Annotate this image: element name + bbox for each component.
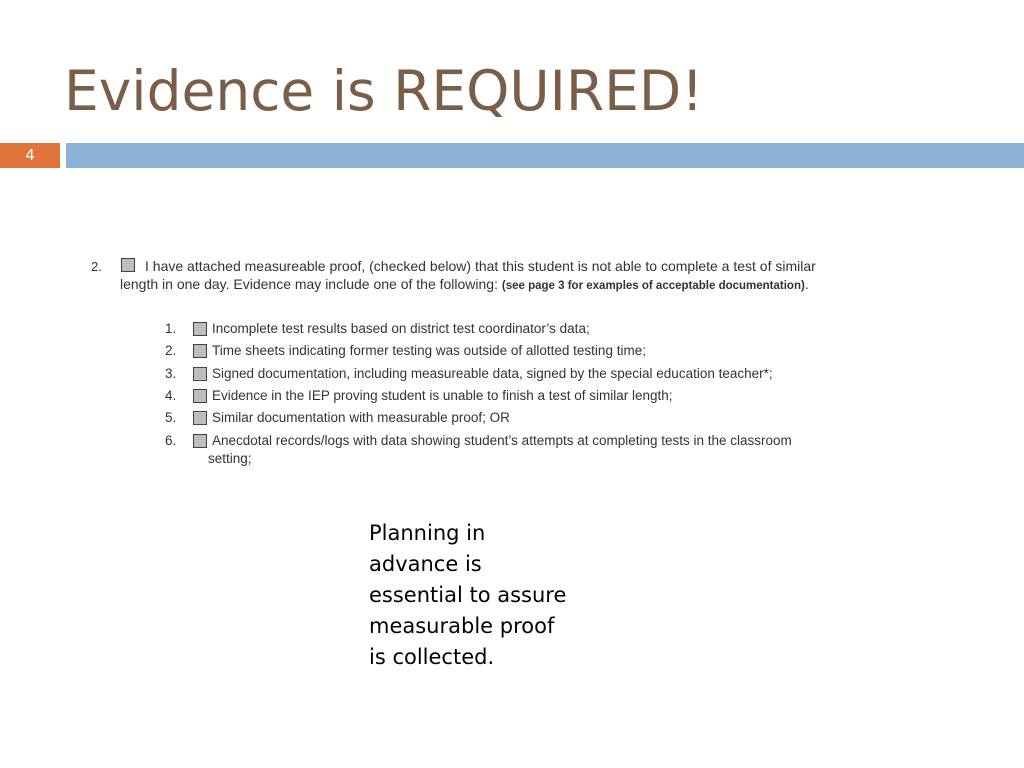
statement-line-2: length in one day. Evidence may include one of the following: (120, 276, 502, 292)
evidence-checkbox[interactable] (193, 367, 207, 381)
statement-line-1: I have attached measureable proof, (checked below) that this student is not able to complete a test of similar (145, 258, 816, 274)
evidence-item-number: 1. (165, 321, 177, 336)
evidence-item-text: Similar documentation with measurable proof; OR (212, 410, 510, 425)
evidence-item-number: 4. (165, 388, 177, 403)
evidence-checkbox[interactable] (193, 411, 207, 425)
evidence-item-number: 2. (165, 343, 177, 358)
evidence-item-text: Anecdotal records/logs with data showing student’s attempts at completing tests in the classroom (212, 433, 792, 448)
evidence-item (0, 409, 1024, 429)
callout-line-2: advance is (369, 552, 482, 576)
evidence-item (0, 320, 1024, 340)
evidence-item-text: Evidence in the IEP proving student is unable to finish a test of similar length; (212, 388, 673, 403)
evidence-item (0, 432, 1024, 472)
form-item-number: 2. (91, 259, 102, 274)
callout-line-5: is collected. (369, 645, 495, 669)
evidence-item-number: 3. (165, 366, 177, 381)
evidence-item (0, 365, 1024, 385)
evidence-checkbox[interactable] (193, 434, 207, 448)
evidence-item (0, 387, 1024, 407)
statement-end: . (804, 276, 809, 292)
evidence-item-number: 6. (165, 433, 177, 448)
evidence-item-text: Signed documentation, including measureable data, signed by the special education teacher*; (212, 366, 773, 381)
callout-line-4: measurable proof (369, 614, 555, 638)
evidence-checkbox[interactable] (193, 322, 207, 336)
evidence-item-number: 5. (165, 410, 177, 425)
attached-proof-statement (120, 257, 920, 295)
evidence-item-text: Time sheets indicating former testing was outside of allotted testing time; (212, 343, 646, 358)
slide-number-badge: 4 (0, 143, 60, 168)
evidence-item (0, 342, 1024, 362)
evidence-item-text-continued: setting; (208, 451, 252, 466)
evidence-checkbox[interactable] (193, 344, 207, 358)
planning-callout (369, 518, 619, 673)
callout-line-3: essential to assure (369, 583, 567, 607)
evidence-item-text: Incomplete test results based on district test coordinator’s data; (212, 321, 590, 336)
statement-note: (see page 3 for examples of acceptable documentation) (501, 280, 805, 292)
callout-line-1: Planning in (369, 521, 486, 545)
evidence-checkbox[interactable] (193, 389, 207, 403)
slide-title: Evidence is REQUIRED! (64, 59, 704, 123)
